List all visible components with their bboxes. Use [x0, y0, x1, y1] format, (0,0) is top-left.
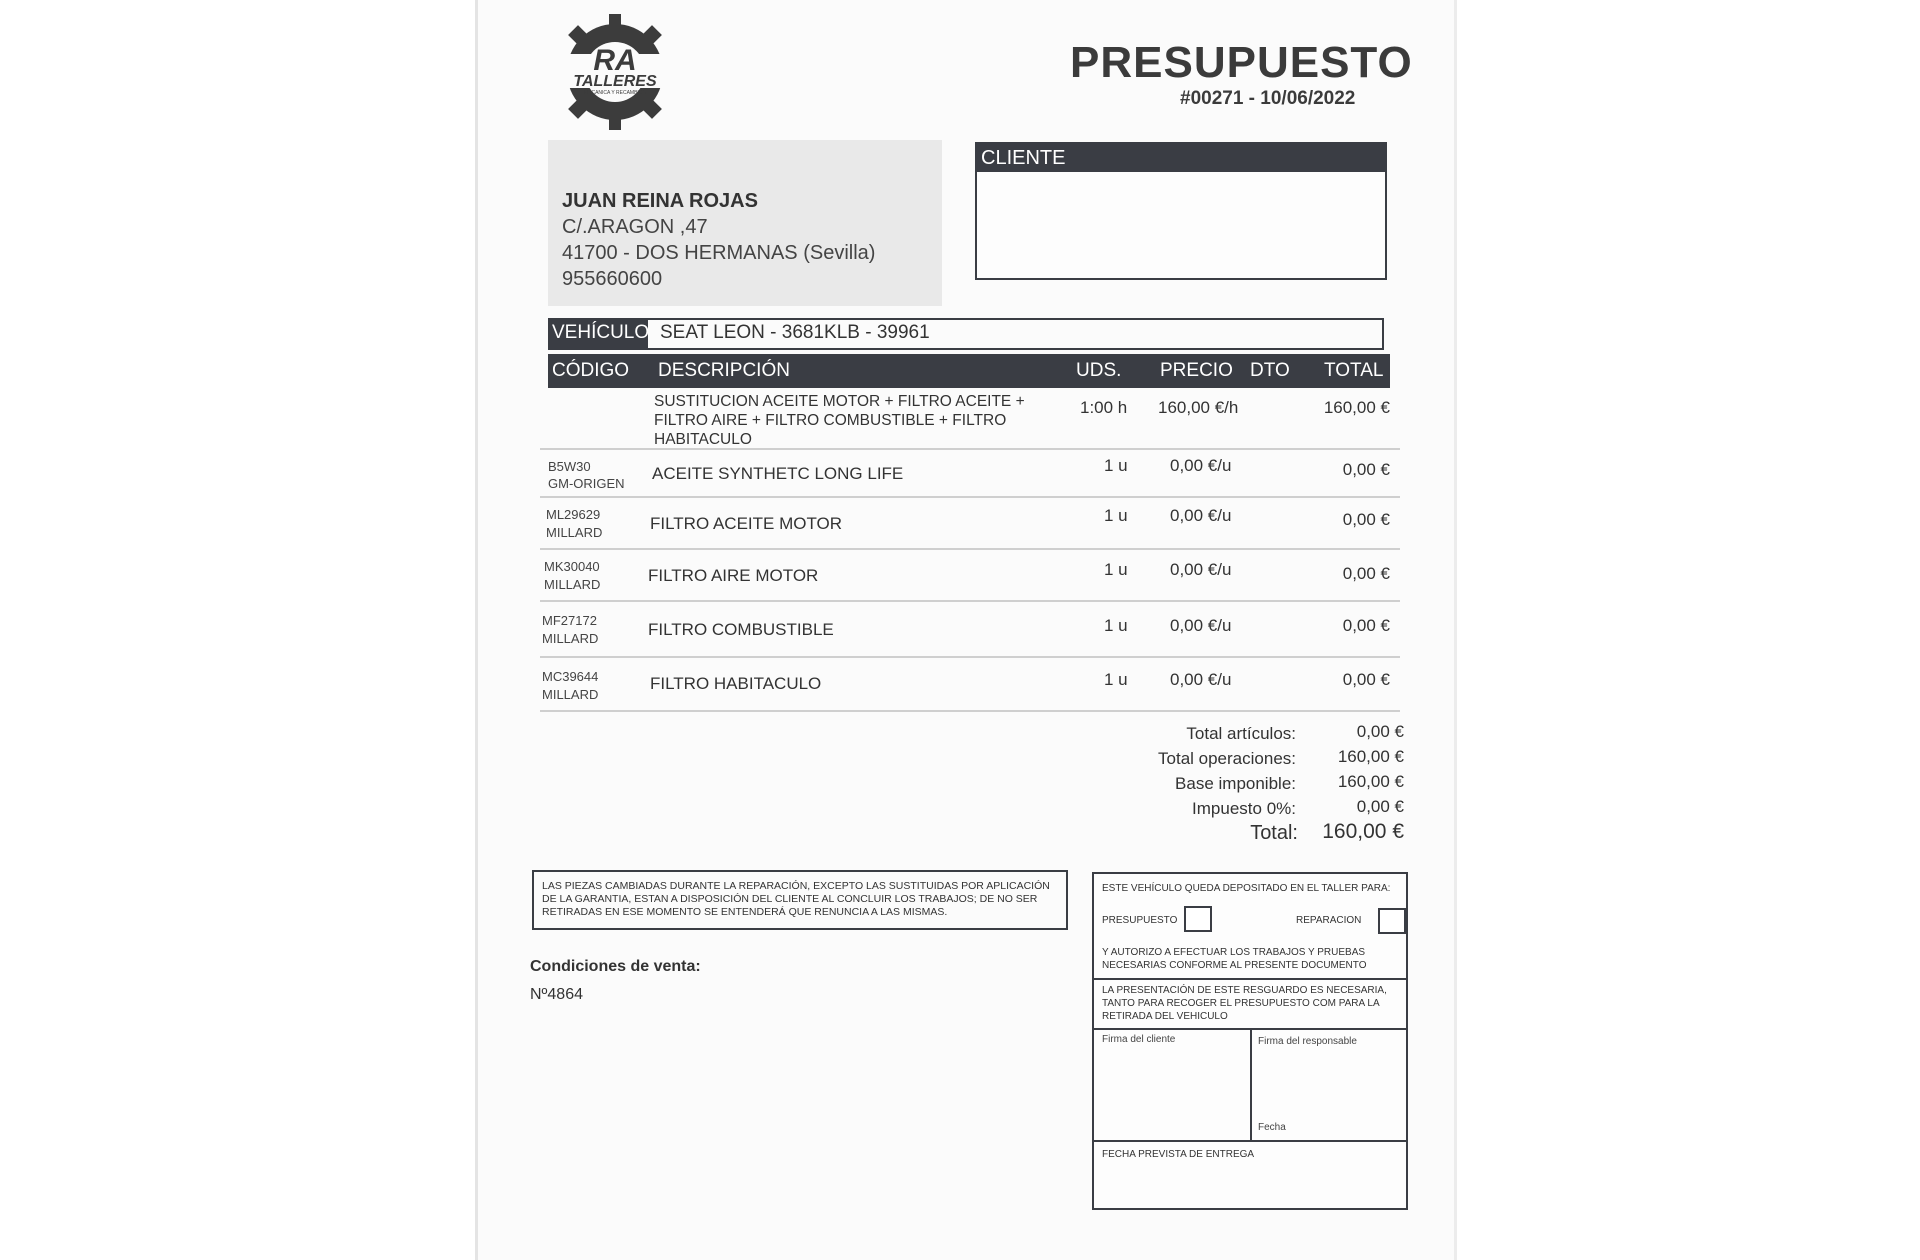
header-code: CÓDIGO [552, 360, 630, 381]
gear-logo-icon [545, 10, 685, 140]
tax-label: Impuesto 0%: [1192, 799, 1296, 818]
header-description: DESCRIPCIÓN [658, 360, 790, 381]
row-total: 160,00 € [1323, 398, 1390, 417]
company-info-box [548, 140, 942, 306]
conditions-label: Condiciones de venta: [530, 958, 701, 975]
client-label: CLIENTE [977, 144, 1385, 172]
row-code-2: MILLARD [542, 687, 599, 702]
row-code-1: ML29629 [546, 507, 601, 522]
header-total: TOTAL [1324, 360, 1384, 381]
row-price: 160,00 €/h [1158, 398, 1239, 417]
row-price: 0,00 €/u [1170, 670, 1232, 689]
row-description: FILTRO HABITACULO [650, 674, 822, 693]
tax-value: 0,00 € [1356, 797, 1404, 816]
row-description: FILTRO ACEITE MOTOR [650, 514, 843, 533]
logo-letters: RA [593, 44, 637, 77]
row-units: 1 u [1104, 506, 1128, 525]
deposit-box [1092, 872, 1408, 1210]
row-code-2: MILLARD [546, 525, 603, 540]
receipt-note: LA PRESENTACIÓN DE ESTE RESGUARDO ES NECESARIA, TANTO PARA RECOGER EL PRESUPUESTO COM PARA LA RETIRADA DEL VEHICULO [1102, 985, 1387, 1022]
tax-base-value: 160,00 € [1337, 772, 1404, 791]
row-description: SUSTITUCION ACEITE MOTOR + FILTRO ACEITE + FILTRO AIRE + FILTRO COMBUSTIBLE + FILTRO HABITACULO [654, 393, 1025, 448]
vehicle-label: VEHÍCULO [548, 318, 648, 348]
deposit-authorize: Y AUTORIZO A EFECTUAR LOS TRABAJOS Y PRUEBAS NECESARIAS CONFORME AL PRESENTE DOCUMENTO [1102, 947, 1367, 971]
row-description: FILTRO COMBUSTIBLE [648, 620, 834, 639]
company-phone: 955660600 [562, 268, 663, 290]
tax-base-label: Base imponible: [1175, 774, 1296, 793]
table-row [540, 550, 1400, 602]
row-price: 0,00 €/u [1170, 616, 1232, 635]
document-title: PRESUPUESTO [1070, 38, 1413, 87]
budget-checkbox[interactable] [1184, 906, 1212, 932]
row-units: 1 u [1104, 670, 1128, 689]
client-signature-label: Firma del cliente [1102, 1034, 1176, 1045]
vehicle-value: SEAT LEON - 3681KLB - 39961 [660, 322, 930, 343]
company-name: JUAN REINA ROJAS [562, 190, 758, 212]
row-code-1: MF27172 [542, 613, 597, 628]
grand-total-label: Total: [1250, 822, 1298, 844]
row-total: 0,00 € [1342, 564, 1390, 583]
row-price: 0,00 €/u [1170, 506, 1232, 525]
row-description: FILTRO AIRE MOTOR [648, 566, 819, 585]
company-city: 41700 - DOS HERMANAS (Sevilla) [562, 242, 876, 264]
row-description: ACEITE SYNTHETC LONG LIFE [652, 464, 904, 483]
row-code-2: GM-ORIGEN [548, 476, 625, 491]
row-code-1: B5W30 [548, 459, 591, 474]
header-price: PRECIO [1160, 360, 1233, 381]
row-total: 0,00 € [1342, 460, 1390, 479]
repair-checkbox[interactable] [1378, 908, 1406, 934]
table-row [540, 602, 1400, 658]
row-units: 1:00 h [1080, 398, 1128, 417]
company-address: C/.ARAGON ,47 [562, 216, 708, 238]
logo-brand: TALLERES [573, 73, 657, 90]
grand-total-value: 160,00 € [1322, 820, 1404, 843]
row-total: 0,00 € [1342, 670, 1390, 689]
row-total: 0,00 € [1342, 510, 1390, 529]
table-row [540, 658, 1400, 712]
total-operations-value: 160,00 € [1337, 747, 1404, 766]
divider [1250, 1028, 1252, 1140]
row-price: 0,00 €/u [1170, 456, 1232, 475]
option-budget-label: PRESUPUESTO [1102, 915, 1178, 926]
logo-tagline: MECANICA Y RECAMBIOS [583, 90, 647, 96]
client-box [975, 142, 1387, 280]
row-units: 1 u [1104, 456, 1128, 475]
option-repair-label: REPARACION [1296, 915, 1362, 926]
row-units: 1 u [1104, 560, 1128, 579]
total-articles-value: 0,00 € [1356, 722, 1404, 741]
row-code-2: MILLARD [544, 577, 601, 592]
document-number-date: #00271 - 10/06/2022 [1180, 88, 1356, 109]
date-label: Fecha [1258, 1122, 1286, 1133]
divider [1094, 1140, 1406, 1142]
total-articles-label: Total artículos: [1186, 724, 1296, 743]
header-discount: DTO [1250, 360, 1290, 381]
row-code-2: MILLARD [542, 631, 599, 646]
row-total: 0,00 € [1342, 616, 1390, 635]
table-row [540, 450, 1400, 498]
table-header [548, 354, 1390, 388]
table-row [540, 392, 1400, 450]
row-units: 1 u [1104, 616, 1128, 635]
deposit-intro: ESTE VEHÍCULO QUEDA DEPOSITADO EN EL TALLER PARA: [1102, 883, 1391, 894]
row-code-1: MC39644 [542, 669, 599, 684]
total-operations-label: Total operaciones: [1158, 749, 1296, 768]
delivery-date-label: FECHA PREVISTA DE ENTREGA [1102, 1149, 1255, 1160]
header-units: UDS. [1076, 360, 1122, 381]
responsible-signature-label: Firma del responsable [1258, 1036, 1357, 1047]
company-logo [545, 10, 685, 140]
divider [1094, 978, 1406, 980]
row-code-1: MK30040 [544, 559, 600, 574]
table-row [540, 498, 1400, 550]
disclaimer-box: LAS PIEZAS CAMBIADAS DURANTE LA REPARACIÓN, EXCEPTO LAS SUSTITUIDAS POR APLICACIÓN DE LA GARANTIA, ESTAN A DISPOSICIÓN DEL CLIENTE AL CONCLUIR LOS TRABAJOS; DE NO SER RETIRADAS EN ESE MOMENTO SE ENTENDERÁ QUE RENUNCIA A LAS MISMAS. [532, 870, 1068, 930]
conditions-number: Nº4864 [530, 986, 583, 1003]
row-price: 0,00 €/u [1170, 560, 1232, 579]
